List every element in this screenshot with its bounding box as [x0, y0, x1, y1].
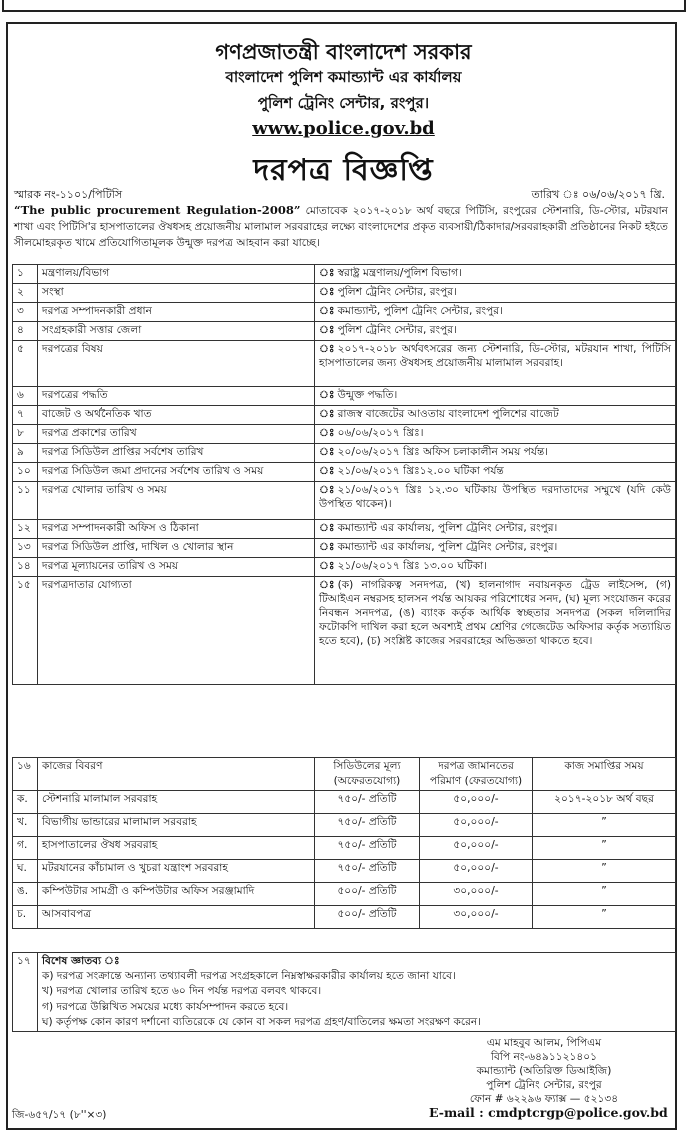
item-security-amount: ৫০,০০০/- — [420, 814, 533, 837]
item-schedule-price: ৫০০/- প্রতিটি — [315, 883, 420, 906]
colon-mark: ঃ — [319, 541, 335, 553]
top-frame-edge — [2, 0, 686, 12]
row-number: ৫ — [13, 341, 38, 387]
row-value-cell — [315, 341, 676, 387]
row-label: দরপত্র সম্পাদনকারী অফিস ও ঠিকানা — [38, 520, 315, 539]
item-security-amount: ৩০,০০০/- — [420, 906, 533, 929]
signer-designation: কমান্ড্যান্ট (অতিরিক্ত ডিআইজি) — [476, 1065, 612, 1077]
colon-mark: ঃ — [319, 286, 335, 298]
signature-block — [429, 1036, 668, 1120]
item-schedule-price: ৭৫০/- প্রতিটি — [315, 814, 420, 837]
office-name: বাংলাদেশ পুলিশ কমান্ড্যান্ট এর কার্যালয় — [225, 68, 462, 86]
row-value: ২১/০৬/২০১৭ খ্রিঃ১২.০০ ঘটিকা পর্যন্ত — [337, 465, 504, 477]
row-number: ১০ — [13, 463, 38, 482]
colon-mark: ঃ — [319, 389, 335, 401]
item-schedule-price: ৭৫০/- প্রতিটি — [315, 791, 420, 814]
row-number: ৩ — [13, 303, 38, 322]
work-item-row — [13, 860, 676, 883]
row-value: ২০/০৬/২০১৭ খ্রিঃ অফিস চলাকালীন সময় পর্যন্ত। — [337, 446, 549, 458]
row-number: ৬ — [13, 387, 38, 406]
row-label: সংগ্রহকারী সত্তার জেলা — [38, 322, 315, 341]
note-line: ক) দরপত্র সংক্রান্তে অন্যান্য তথ্যাবলী দরপত্র সংগ্রহকালে নিম্নস্বাক্ষরকারীর কার্যালয় হতে জানা যাবে। — [42, 970, 456, 983]
row-label: সংস্থা — [38, 284, 315, 303]
intro-text: মোতাবেক ২০১৭-২০১৮ অর্থ বছরে পিটিসি, রংপুরের স্টেশনারি, ডি-স্টোর, মটরযান শাখা এবং পিটিসি'র হাসপাতালের ঔষধসহ প্রয়োজনীয় মালামাল সরবরাহের লক্ষ্যে বাংলাদেশের প্রকৃত ব্যবসায়ী/ঠিকাদার/সরবরাহকারী প্রতিষ্ঠানের নিকট হইতে সীলমোহরকৃত খামে প্রতিযোগিতামূলক উন্মুক্ত দরপত্র আহবান করা যাচ্ছে। — [14, 205, 668, 249]
row-value: স্বরাষ্ট্র মন্ত্রণালয়/পুলিশ বিভাগ। — [337, 267, 462, 279]
row-number: ১৬ — [13, 758, 38, 791]
work-header-row — [13, 758, 676, 791]
row-value-cell — [315, 577, 676, 685]
item-description: স্টেশনারি মালামাল সরবরাহ — [38, 791, 315, 814]
item-completion-time: ” — [533, 814, 676, 837]
row-value: ২১/০৬/২০১৭ খ্রিঃ ১৩.০০ ঘটিকা। — [337, 560, 487, 572]
colon-mark: ঃ — [319, 465, 335, 477]
gazette-code: জি-৬৫৭/১৭ (৮''×৩) — [12, 1109, 107, 1121]
info-row — [13, 463, 676, 482]
colon-mark: ঃ — [319, 446, 335, 458]
item-completion-time: ” — [533, 906, 676, 929]
row-number: ১৩ — [13, 539, 38, 558]
info-row — [13, 539, 676, 558]
notice-date: তারিখ ঃ ০৬/০৬/২০১৭ খ্রি. — [531, 188, 665, 201]
row-number: ৯ — [13, 444, 38, 463]
info-row — [13, 406, 676, 425]
item-completion-time: ” — [533, 837, 676, 860]
item-code: ক. — [13, 791, 38, 814]
item-code: গ. — [13, 837, 38, 860]
item-schedule-price: ৭৫০/- প্রতিটি — [315, 860, 420, 883]
row-label: দরপত্র সিডিউল জমা প্রদানের সর্বশেষ তারিখ ও সময় — [38, 463, 315, 482]
row-value: পুলিশ ট্রেনিং সেন্টার, রংপুর। — [337, 286, 457, 298]
header-schedule-price: সিডিউলের মূল্য (অফেরতযোগ্য) — [315, 758, 420, 791]
info-row — [13, 341, 676, 387]
row-number: ৮ — [13, 425, 38, 444]
row-value-cell — [315, 406, 676, 425]
header-description: কাজের বিবরণ — [38, 758, 315, 791]
item-code: খ. — [13, 814, 38, 837]
info-row — [13, 387, 676, 406]
colon-mark: ঃ — [319, 408, 335, 420]
row-value-cell — [315, 558, 676, 577]
row-value-cell — [315, 265, 676, 284]
row-number: ৪ — [13, 322, 38, 341]
row-value: কমান্ড্যান্ট এর কার্যালয়, পুলিশ ট্রেনিং সেন্টার, রংপুর। — [337, 541, 558, 553]
work-item-row — [13, 814, 676, 837]
signer-name: এম মাহবুব আলম, পিপিএম — [486, 1037, 602, 1049]
item-security-amount: ৫০,০০০/- — [420, 860, 533, 883]
info-row — [13, 520, 676, 539]
item-schedule-price: ৭৫০/- প্রতিটি — [315, 837, 420, 860]
signer-phone: ফোন # ৬২২৯৬ ফ্যাক্স — ৫২১৩৪ — [469, 1093, 619, 1105]
colon-mark: ঃ — [319, 522, 335, 534]
note-line: খ) দরপত্র খোলার তারিখ হতে ৬০ দিন পর্যন্ত দরপত্র বলবৎ থাকবে। — [42, 985, 322, 998]
item-code: চ. — [13, 906, 38, 929]
row-label: দরপত্র প্রকাশের তারিখ — [38, 425, 315, 444]
row-label: দরপত্রের বিষয় — [38, 341, 315, 387]
row-value-cell — [315, 322, 676, 341]
row-label: দরপত্র খোলার তারিখ ও সময় — [38, 482, 315, 520]
notice-title: দরপত্র বিজ্ঞপ্তি — [253, 153, 434, 188]
info-row — [13, 577, 676, 685]
row-label: বাজেট ও অর্থনৈতিক খাত — [38, 406, 315, 425]
row-number: ১৫ — [13, 577, 38, 685]
govt-name: গণপ্রজাতন্ত্রী বাংলাদেশ সরকার — [215, 40, 472, 64]
row-value-cell — [315, 284, 676, 303]
item-completion-time: ” — [533, 883, 676, 906]
work-item-row — [13, 906, 676, 929]
colon-mark: ঃ — [319, 267, 335, 279]
row-value: ০৬/০৬/২০১৭ খ্রিঃ। — [337, 427, 424, 439]
row-value: কমান্ড্যান্ট এর কার্যালয়, পুলিশ ট্রেনিং সেন্টার, রংপুর। — [337, 522, 558, 534]
row-number: ৭ — [13, 406, 38, 425]
row-label: দরপত্র সিডিউল প্রাপ্তির সর্বশেষ তারিখ — [38, 444, 315, 463]
header-security-amount: দরপত্র জামানতের পরিমাণ (ফেরতযোগ্য) — [420, 758, 533, 791]
work-item-row — [13, 791, 676, 814]
row-value-cell — [315, 520, 676, 539]
notes-table — [12, 952, 676, 1032]
row-number: ১২ — [13, 520, 38, 539]
item-description: কম্পিউটার সামগ্রী ও কম্পিউটার অফিস সরঞ্জামাদি — [38, 883, 315, 906]
intro-paragraph — [14, 202, 668, 251]
regulation-name: “The public procurement Regulation-2008” — [14, 203, 301, 217]
row-value: কমান্ড্যান্ট, পুলিশ ট্রেনিং সেন্টার, রংপুর। — [337, 305, 503, 317]
item-description: আসবাবপত্র — [38, 906, 315, 929]
row-value-cell — [315, 303, 676, 322]
item-completion-time: ” — [533, 860, 676, 883]
row-value: উন্মুক্ত পদ্ধতি। — [337, 389, 398, 401]
colon-mark: ঃ — [319, 579, 335, 591]
item-code: ঙ. — [13, 883, 38, 906]
row-number: ১৭ — [13, 953, 38, 1032]
item-security-amount: ৫০,০০০/- — [420, 837, 533, 860]
notes-title: বিশেষ জ্ঞাতব্য ঃ — [42, 955, 120, 967]
item-completion-time: ২০১৭-২০১৮ অর্থ বছর — [533, 791, 676, 814]
row-value-cell — [315, 539, 676, 558]
row-value: পুলিশ ট্রেনিং সেন্টার, রংপুর। — [337, 324, 457, 336]
row-value-cell — [315, 387, 676, 406]
item-security-amount: ৩০,০০০/- — [420, 883, 533, 906]
row-label: দরপত্রদাতার যোগ্যতা — [38, 577, 315, 685]
center-name: পুলিশ ট্রেনিং সেন্টার, রংপুর। — [257, 94, 430, 112]
row-value-cell — [315, 482, 676, 520]
row-label: দরপত্র মূল্যায়নের তারিখ ও সময় — [38, 558, 315, 577]
colon-mark: ঃ — [319, 324, 335, 336]
info-row — [13, 558, 676, 577]
item-security-amount: ৫০,০০০/- — [420, 791, 533, 814]
header-completion-time: কাজ সমাপ্তির সময় — [533, 758, 676, 791]
info-row — [13, 322, 676, 341]
row-value: ২০১৭-২০১৮ অর্থবৎসরের জন্য স্টেশনারি, ডি-স্টোর, মটরযান শাখা, পিটিসি হাসপাতালের জন্য ঔষধসহ প্রয়োজনীয় মালামাল সরবরাহ। — [319, 343, 671, 369]
item-code: ঘ. — [13, 860, 38, 883]
row-number: ১৪ — [13, 558, 38, 577]
notes-row — [13, 953, 676, 1032]
signer-bp-number: বিপি নং-৬৪৯১১২১৪০১ — [490, 1051, 597, 1063]
website-link[interactable]: www.police.gov.bd — [252, 118, 435, 139]
signer-office: পুলিশ ট্রেনিং সেন্টার, রংপুর — [486, 1079, 602, 1091]
info-table — [12, 264, 676, 685]
row-label: দরপত্র সম্পাদনকারী প্রধান — [38, 303, 315, 322]
signer-email[interactable]: E-mail : cmdptcrgp@police.gov.bd — [429, 1105, 668, 1120]
item-description: মটরযানের কাঁচামাল ও খুচরা যন্ত্রাংশ সরবরাহ — [38, 860, 315, 883]
colon-mark: ঃ — [319, 305, 335, 317]
row-value-cell — [315, 444, 676, 463]
row-label: দরপত্র সিডিউল প্রাপ্তি, দাখিল ও খোলার স্থান — [38, 539, 315, 558]
notes-cell — [38, 953, 676, 1032]
note-line: ঘ) কর্তৃপক্ষ কোন কারণ দর্শানো ব্যতিরেকে যে কোন বা সকল দরপত্র গ্রহণ/বাতিলের ক্ষমতা সংরক্ষণ করেন। — [42, 1015, 482, 1028]
row-label: দরপত্রের পদ্ধতি — [38, 387, 315, 406]
row-label: মন্ত্রণালয়/বিভাগ — [38, 265, 315, 284]
note-line: গ) দরপত্রে উল্লিখিত সময়ের মধ্যে কার্যসম্পাদন করতে হবে। — [42, 1000, 289, 1013]
info-row — [13, 303, 676, 322]
row-value: রাজস্ব বাজেটের আওতায় বাংলাদেশ পুলিশের বাজেট — [337, 408, 559, 420]
row-number: ১১ — [13, 482, 38, 520]
item-description: বিভাগীয় ভান্ডারের মালামাল সরবরাহ — [38, 814, 315, 837]
info-row — [13, 265, 676, 284]
item-description: হাসপাতালের ঔষধ সরবরাহ — [38, 837, 315, 860]
info-row — [13, 284, 676, 303]
row-number: ২ — [13, 284, 38, 303]
colon-mark: ঃ — [319, 427, 335, 439]
work-item-row — [13, 883, 676, 906]
memo-number: স্মারক নং-১১০১/পিটিসি — [14, 188, 123, 201]
info-row — [13, 482, 676, 520]
row-value-cell — [315, 425, 676, 444]
row-number: ১ — [13, 265, 38, 284]
row-value: (ক) নাগরিকত্ব সনদপত্র, (খ) হালনাগাদ নবায়নকৃত ট্রেড লাইসেন্স, (গ) টিআইএন নম্বরসহ হালসন পর্যন্ত আয়কর পরিশোধের সনদ, (ঘ) মূল্য সংযোজন করের নিবন্ধন সনদপত্র, (ঙ) ব্যাংক কর্তৃক আর্থিক স্বচ্ছতার সনদপত্র (সকল দলিলাদির ফটোকপি দাখিল করা হলে অবশ্যই প্রথম শ্রেণির গেজেটেড অফিসার কর্তৃক সত্যায়িত হতে হবে), (চ) সংশ্লিষ্ট কাজের সরবরাহের অভিজ্ঞতা থাকতে হবে। — [319, 579, 671, 647]
work-item-row — [13, 837, 676, 860]
info-row — [13, 425, 676, 444]
row-value: ২১/০৬/২০১৭ খ্রিঃ ১২.৩০ ঘটিকায় উপস্থিত দরদাতাদের সম্মুখে (যদি কেউ উপস্থিত থাকেন)। — [319, 484, 671, 510]
item-schedule-price: ৫০০/- প্রতিটি — [315, 906, 420, 929]
colon-mark: ঃ — [319, 560, 335, 572]
work-table — [12, 757, 676, 929]
colon-mark: ঃ — [319, 484, 335, 496]
row-value-cell — [315, 463, 676, 482]
info-row — [13, 444, 676, 463]
colon-mark: ঃ — [319, 343, 335, 355]
